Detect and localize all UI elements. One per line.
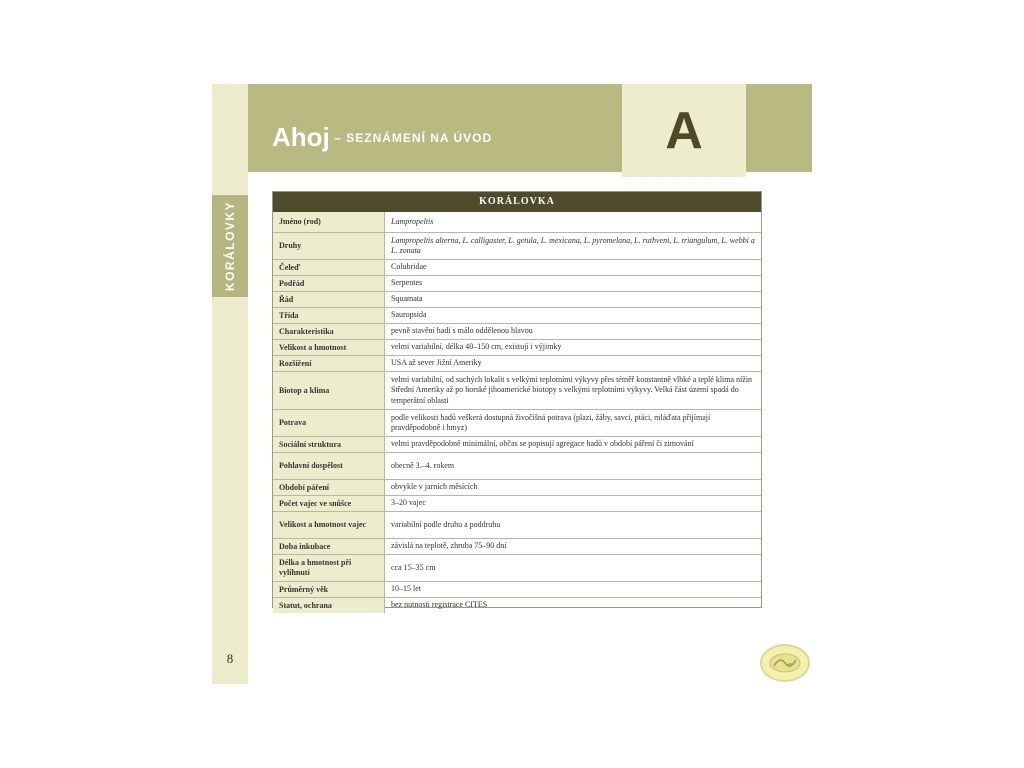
table-row [273, 291, 761, 307]
row-value: obecně 3.–4. rokem [391, 460, 455, 470]
publisher-logo [760, 644, 810, 682]
row-label: Statut, ochrana [273, 598, 385, 613]
table-row [273, 371, 761, 409]
row-label: Potrava [273, 410, 385, 436]
page-title-sub: – SEZNÁMENÍ NA ÚVOD [334, 131, 493, 145]
table-row [273, 495, 761, 511]
row-label: Doba inkubace [273, 539, 385, 554]
row-label: Sociální struktura [273, 437, 385, 452]
side-strip [212, 84, 248, 684]
table-row [273, 232, 761, 259]
row-label: Čeleď [273, 260, 385, 275]
row-value: velmi pravděpodobně minimální, občas se popisují agregace hadů v období páření či zimování [391, 439, 694, 449]
table-row [273, 452, 761, 479]
row-value: Sauropsida [391, 310, 427, 320]
side-label: KORÁLOVKY [223, 200, 237, 292]
row-value: bez nutnosti registrace CITES [391, 600, 488, 610]
row-label: Podřád [273, 276, 385, 291]
row-label: Řád [273, 292, 385, 307]
row-label: Velikost a hmotnost [273, 340, 385, 355]
page-title-main: Ahoj [272, 122, 330, 152]
table-row [273, 259, 761, 275]
table-title: KORÁLOVKA [273, 192, 761, 212]
row-value: pevně stavění hadi s málo oddělenou hlavou [391, 326, 533, 336]
table-row [273, 409, 761, 436]
table-row [273, 597, 761, 613]
row-value: Lampropeltis alterna, L. calligaster, L. getula, L. mexicana, L. pyromelana, L. ruthveni, L. triangulum, L. webbi a L. zonata [391, 235, 755, 255]
row-value: variabilní podle druhu a poddruhu [391, 519, 501, 529]
table-row [273, 307, 761, 323]
table-row [273, 339, 761, 355]
page-title [272, 122, 492, 153]
row-label: Počet vajec ve snůšce [273, 496, 385, 511]
table-row [273, 275, 761, 291]
logo-emblem-icon [768, 652, 802, 674]
table-row [273, 581, 761, 597]
row-label: Biotop a klima [273, 372, 385, 409]
table-row [273, 355, 761, 371]
row-label: Průměrný věk [273, 582, 385, 597]
table-row [273, 212, 761, 232]
table-body [273, 212, 761, 613]
row-label: Jméno (rod) [273, 212, 385, 232]
page-number: 8 [226, 651, 234, 666]
row-value: velmi variabilní, délka 40–150 cm, existují i výjimky [391, 342, 562, 352]
table-row [273, 554, 761, 581]
info-table [272, 191, 762, 608]
row-value: podle velikosti hadů veškerá dostupná živočišná potrava (plazi, žáby, savci, ptáci, mláďata přijímají pravděpodobně i hmyz) [391, 412, 711, 432]
row-value: 3–20 vajec [391, 498, 426, 508]
row-value: Colubridae [391, 262, 427, 272]
row-value: velmi variabilní, od suchých lokalit s velkými teplotními výkyvy přes téměř konstantně vlhké a teplé klima nížin Střední Ameriky až po horské jihoamerické biotopy s velkými teplotními výkyvy. Velká část území spadá do temperátní oblasti [391, 374, 753, 405]
row-label: Třída [273, 308, 385, 323]
row-value: USA až sever Jižní Ameriky [391, 358, 482, 368]
row-label: Délka a hmotnost při vylíhnutí [273, 555, 385, 581]
row-label: Druhy [273, 233, 385, 259]
row-value: závislá na teplotě, zhruba 75–90 dní [391, 541, 507, 551]
row-value: 10–15 let [391, 584, 421, 594]
row-value: Squamata [391, 294, 423, 304]
table-row [273, 479, 761, 495]
table-row [273, 511, 761, 538]
table-row [273, 538, 761, 554]
chapter-letter: A [665, 101, 703, 160]
row-value: Lampropeltis [391, 216, 434, 226]
row-value: Serpentes [391, 278, 423, 288]
row-label: Rozšíření [273, 356, 385, 371]
row-value: obvykle v jarních měsících [391, 482, 478, 492]
row-value: cca 15–35 cm [391, 562, 436, 572]
row-label: Charakteristika [273, 324, 385, 339]
table-row [273, 436, 761, 452]
table-row [273, 323, 761, 339]
row-label: Období páření [273, 480, 385, 495]
row-label: Pohlavní dospělost [273, 453, 385, 479]
row-label: Velikost a hmotnost vajec [273, 512, 385, 538]
